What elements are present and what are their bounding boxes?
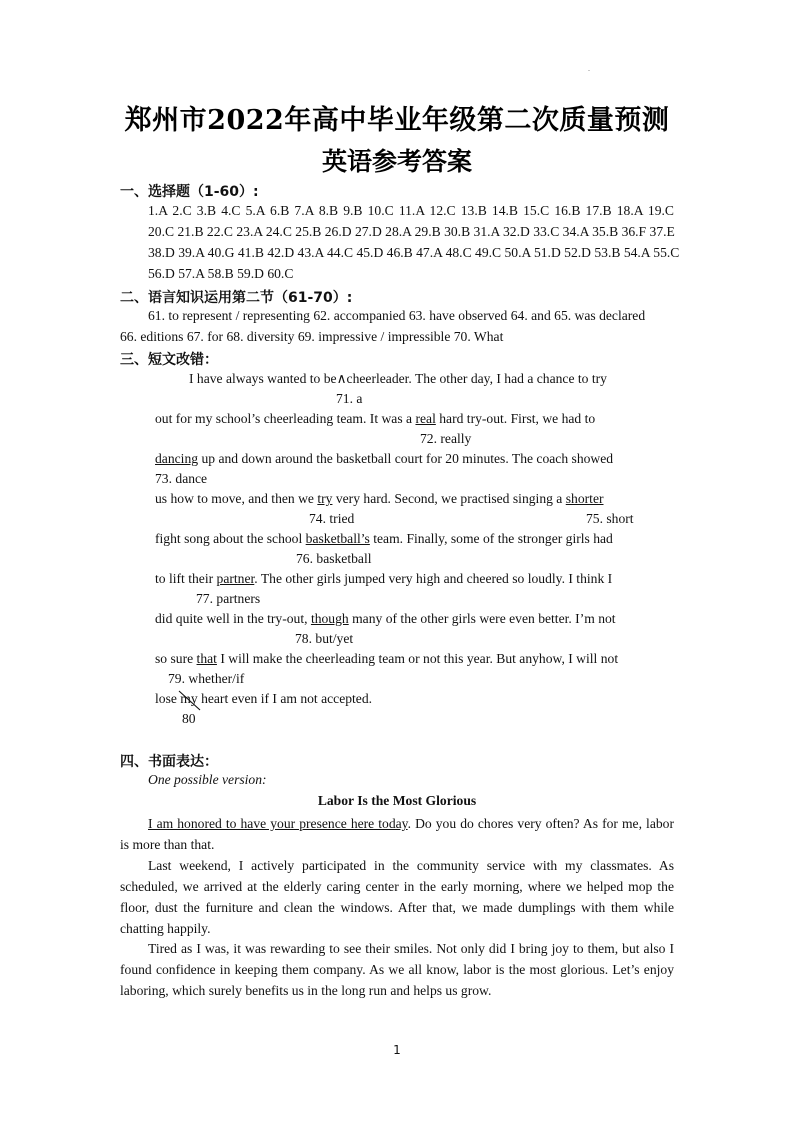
page-subtitle: 英语参考答案 [321, 147, 472, 176]
correction-74: 74. tried [309, 511, 355, 526]
section4-heading: 四、书面表达： [120, 754, 218, 770]
answer-line: 38.D 39.A 40.G 41.B 42.D 43.A 44.C 45.D 46.B 47.A 48.C 49.C 50.A 51.D 52.D 53.B 54.A 55.C [148, 245, 680, 260]
essay-paragraph-2: Last weekend, I actively participated in the community service with my classmates. As scheduled, we arrived at the elderly caring center in the early morning, where we helped mop the floor, dust the furniture and clean the windows. After that, we made dumplings with them while chatting happily. [120, 858, 674, 936]
error-word: shorter [565, 491, 604, 506]
correction-80: 80 [182, 711, 196, 726]
essay-paragraph-1: I am honored to have your presence here today. Do you do chores very often? As for me, labor is more than that. [120, 816, 674, 852]
passage-line: I have always wanted to be∧cheerleader. The other day, I had a chance to try [189, 371, 607, 386]
answer-line: 61. to represent / representing 62. accompanied 63. have observed 64. and 65. was declared [148, 308, 646, 323]
passage-line: lose my heart even if I am not accepted. [155, 691, 373, 706]
error-word: dancing [155, 451, 199, 466]
correction-78: 78. but/yet [295, 631, 354, 646]
page-number: 1 [393, 1043, 401, 1057]
section1-heading: 一、选择题（1-60）: [120, 184, 259, 200]
underlined-sentence: I am honored to have your presence here today [148, 816, 408, 831]
answer-line: 56.D 57.A 58.B 59.D 60.C [148, 266, 294, 281]
passage-line: dancing up and down around the basketball court for 20 minutes. The coach showed [155, 451, 614, 466]
error-word: try [317, 491, 333, 506]
section2-heading: 二、语言知识运用第二节（61-70）: [120, 290, 353, 306]
passage-line: out for my school’s cheerleading team. It was a real hard try-out. First, we had to [155, 411, 596, 426]
correction-77: 77. partners [196, 591, 261, 606]
version-label: One possible version: [148, 772, 267, 787]
insert-caret: ∧ [336, 371, 347, 386]
error-word: though [310, 611, 349, 626]
passage-line: fight song about the school basketball’s team. Finally, some of the stronger girls had [155, 531, 613, 546]
passage-line: so sure that I will make the cheerleading team or not this year. But anyhow, I will not [155, 651, 619, 666]
error-word: real [415, 411, 436, 426]
correction-73: 73. dance [155, 471, 208, 486]
essay-title: Labor Is the Most Glorious [317, 793, 477, 808]
correction-75: 75. short [586, 511, 634, 526]
deleted-word: my [180, 691, 198, 706]
page-title: 郑州市2022年高中毕业年级第二次质量预测 [124, 105, 670, 136]
answer-line: 20.C 21.B 22.C 23.A 24.C 25.B 26.D 27.D 28.A 29.B 30.B 31.A 32.D 33.C 34.A 35.B 36.F 37.E [148, 224, 675, 239]
strike-mark [178, 690, 202, 712]
header-dot: . [588, 64, 590, 73]
passage-line: us how to move, and then we try very hard. Second, we practised singing a shorter [155, 491, 604, 506]
correction-76: 76. basketball [296, 551, 372, 566]
error-word: that [196, 651, 217, 666]
answer-line: 1.A 2.C 3.B 4.C 5.A 6.B 7.A 8.B 9.B 10.C 11.A 12.C 13.B 14.B 15.C 16.B 17.B 18.A 19.C [148, 203, 674, 218]
correction-79: 79. whether/if [168, 671, 245, 686]
passage-line: did quite well in the try-out, though many of the other girls were even better. I’m not [155, 611, 616, 626]
passage-line: to lift their partner. The other girls jumped very high and cheered so loudly. I think I [155, 571, 613, 586]
correction-72: 72. really [420, 431, 472, 446]
correction-71: 71. a [336, 391, 363, 406]
answer-line: 66. editions 67. for 68. diversity 69. impressive / impressible 70. What [120, 329, 504, 344]
error-word: partner [216, 571, 255, 586]
error-word: basketball’s [305, 531, 370, 546]
essay-paragraph-3: Tired as I was, it was rewarding to see their smiles. Not only did I bring joy to them, but also I found confidence in keeping them company. As we all know, labor is the most glorious. Let’s enjoy laboring, which surely benefits us in the long run and helps us grow. [120, 941, 674, 998]
section3-heading: 三、短文改错： [120, 352, 218, 368]
